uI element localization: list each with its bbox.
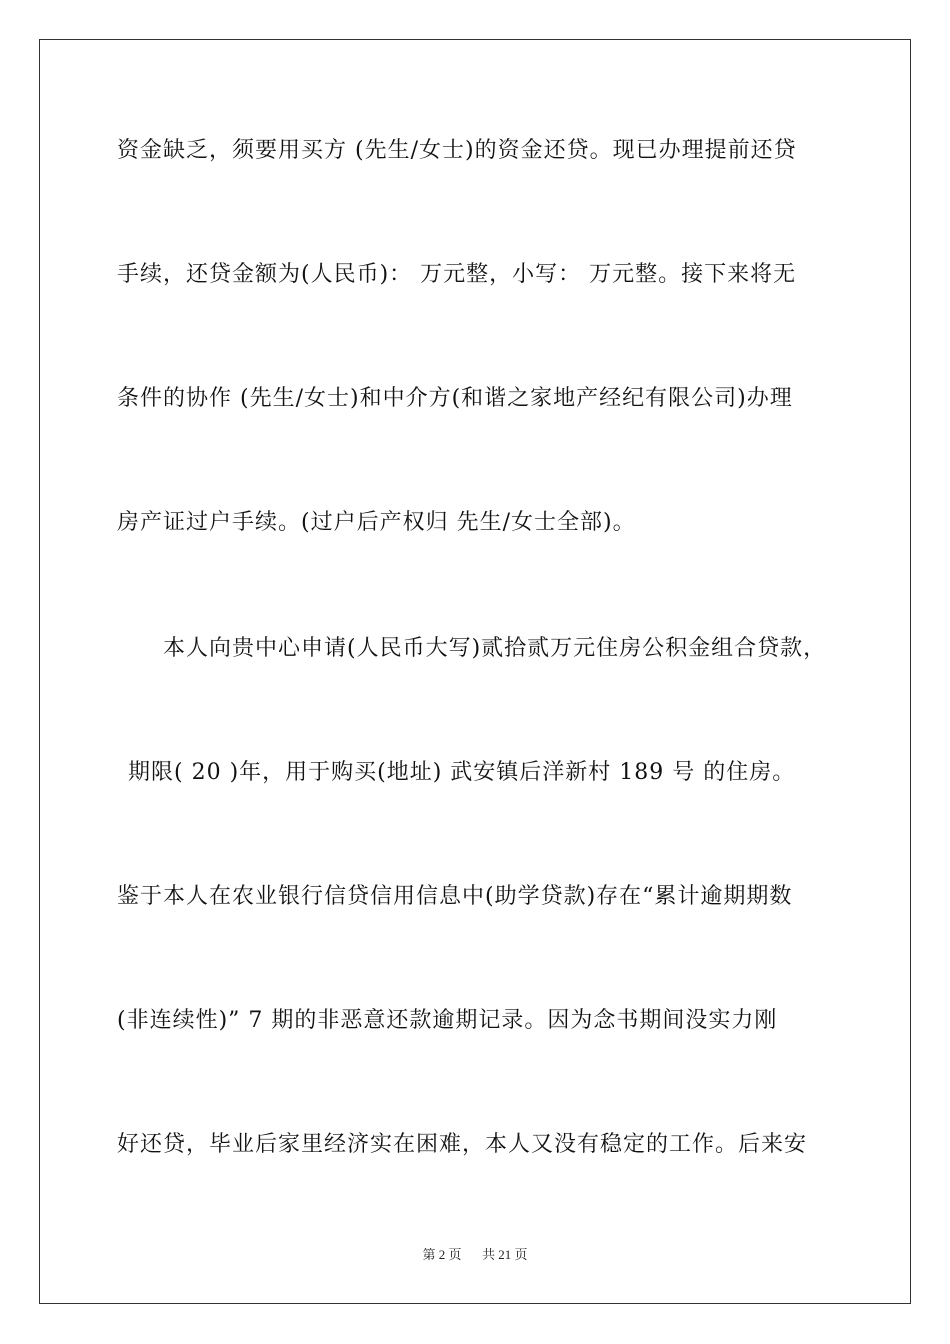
body-text-line: 好还贷，毕业后家里经济实在困难，本人又没有稳定的工作。后来安 bbox=[117, 1132, 808, 1157]
body-text-line: 手续，还贷金额为(人民币)： 万元整，小写： 万元整。接下来将无 bbox=[117, 262, 797, 287]
page-border bbox=[39, 39, 911, 1304]
body-text-line: 房产证过户手续。(过户后产权归 先生/女士全部)。 bbox=[117, 510, 636, 535]
body-text-line: 条件的协作 (先生/女士)和中介方(和谐之家地产经纪有限公司)办理 bbox=[117, 386, 793, 411]
body-text-line: 期限( 20 )年，用于购买(地址) 武安镇后洋新村 189 号 的住房。 bbox=[128, 760, 796, 785]
paragraph-first-line: 本人向贵中心申请(人民币大写)贰拾贰万元住房公积金组合贷款， bbox=[163, 636, 827, 661]
body-text-line: 鉴于本人在农业银行信贷信用信息中(助学贷款)存在“累计逾期期数 bbox=[117, 884, 793, 909]
page-number: 第 2 页 bbox=[422, 1247, 462, 1262]
page-footer bbox=[0, 1247, 950, 1263]
body-text-line: 资金缺乏，须要用买方 (先生/女士)的资金还贷。现已办理提前还贷 bbox=[117, 138, 797, 163]
page-total: 共 21 页 bbox=[482, 1247, 528, 1262]
body-text-line: (非连续性)” 7 期的非恶意还款逾期记录。因为念书期间没实力刚 bbox=[117, 1008, 778, 1033]
